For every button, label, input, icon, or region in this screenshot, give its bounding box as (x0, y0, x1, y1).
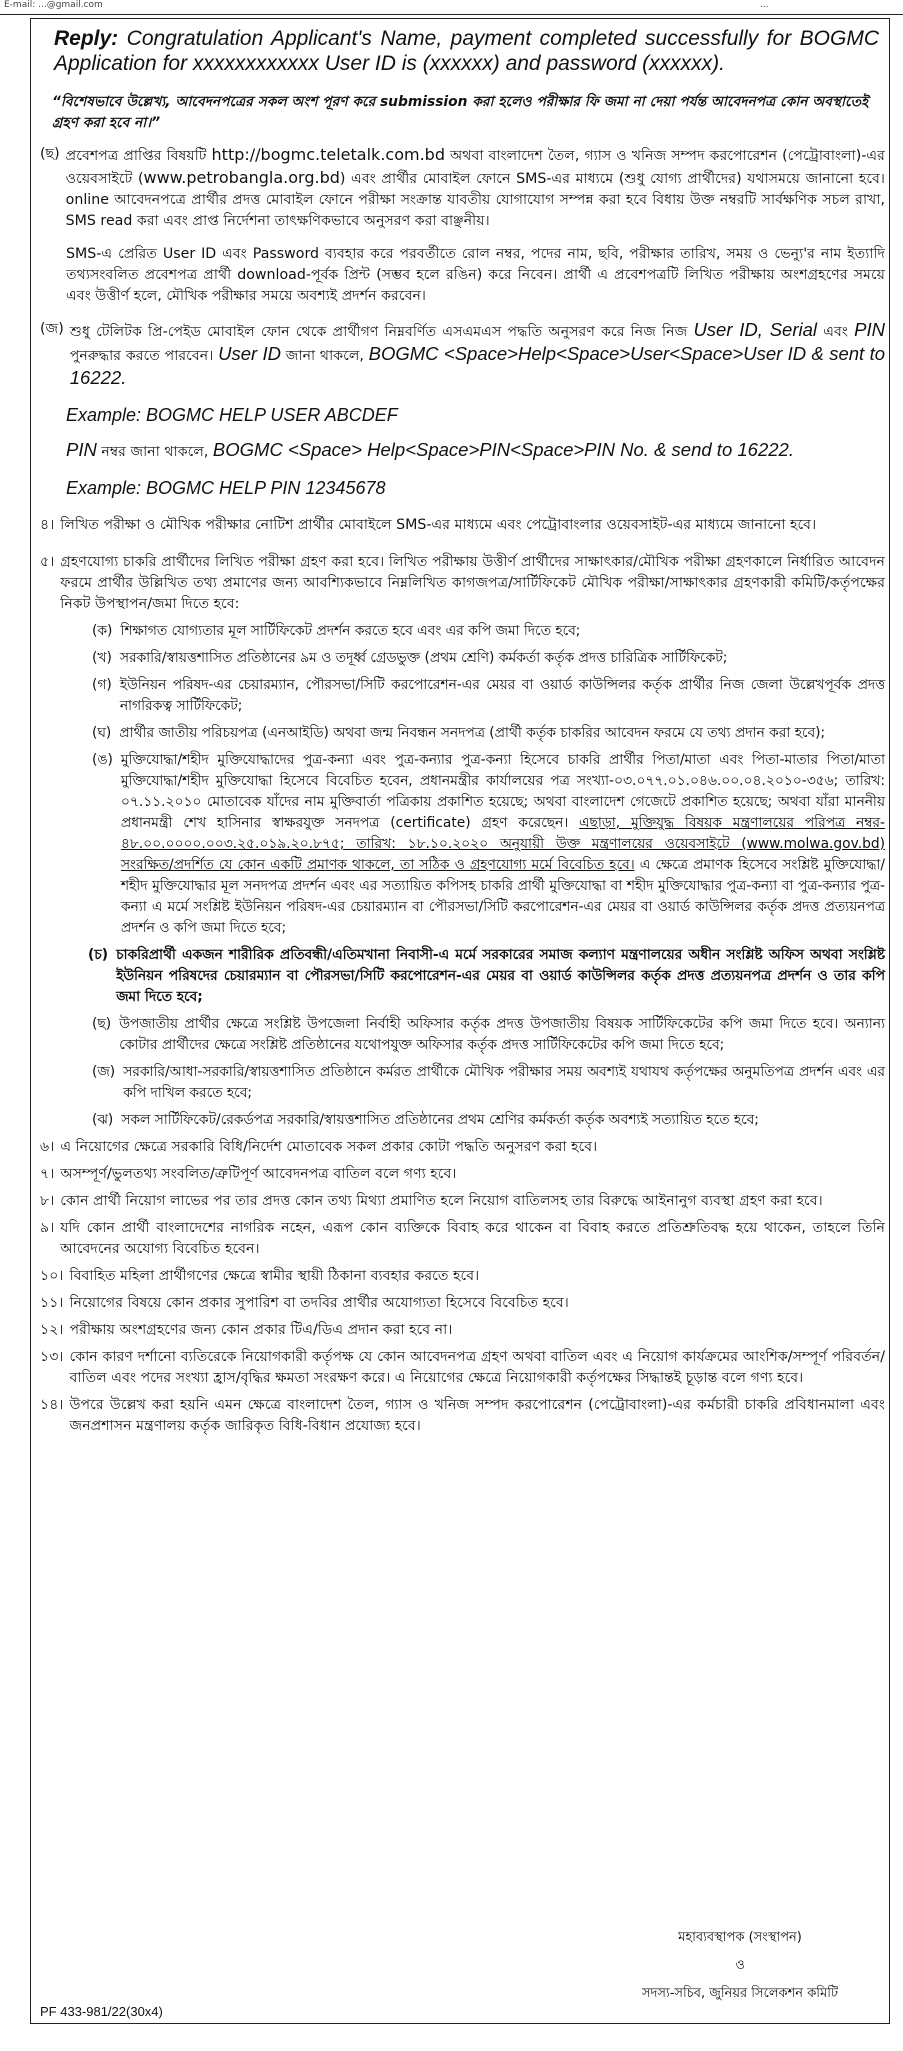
sub-number: (জ) (92, 1064, 116, 1080)
english-segment: BOGMC <Space>Help<Space>User<Space>User ID & sent to 16222. (69, 343, 886, 388)
item-number: ১২। (40, 1322, 64, 1338)
signatory-designation: মহাব্যবস্থাপক (সংস্থাপন) (678, 1930, 802, 1945)
sub-text: প্রার্থীর জাতীয় পরিচয়পত্র (এনআইডি) অথবা জন্ম নিবন্ধন সনদপত্র (প্রার্থী কর্তৃক চাকরির আবেদন ফরমে যে তথ্য প্রদান করা হবে); (119, 725, 826, 741)
item-text: পরীক্ষায় অংশগ্রহণের জন্য কোন প্রকার টিএ/ডিএ প্রদান করা হবে না। (69, 1322, 453, 1338)
item-13 (40, 1347, 885, 1389)
item-text: এ নিয়োগের ক্ষেত্রে সরকারি বিধি/নির্দেশ মোতাবেক সকল প্রকার কোটা পদ্ধতি অনুসরণ করা হবে। (60, 1139, 598, 1155)
sub-number: (গ) (92, 677, 112, 693)
reply-label: Reply: (54, 27, 119, 50)
item-text: উপরে উল্লেখ করা হয়নি এমন ক্ষেত্রে বাংলাদেশ তৈল, গ্যাস ও খনিজ সম্পদ করপোরেশন (পেট্রোবাংলা)-এর কর্মচারী চাকরি প্রবিধানমালা এবং জনপ্রশাসন মন্ত্রণালয় কর্তৃক জারিকৃত বিধি-বিধান প্রযোজ্য হবে। (69, 1397, 885, 1434)
item-number: ৪। (40, 517, 55, 533)
signature-block (620, 1924, 860, 2008)
item-number: (ছ) (40, 146, 60, 162)
item-ja-sms-recovery (40, 319, 885, 391)
english-segment: PIN (854, 319, 885, 340)
sub-item-jhha (92, 1110, 885, 1131)
item-10 (40, 1266, 885, 1287)
item-number: ১১। (40, 1295, 64, 1311)
footer-code: PF 433-981/22(30x4) (40, 2004, 163, 2019)
item-number: ১৩। (40, 1349, 64, 1365)
submission-notice: “বিশেষভাবে উল্লেখ্য, আবেদনপত্রের সকল অংশ পূরণ করে submission করা হলেও পরীক্ষার ফি জমা না দেয়া পর্যন্ত আবেদনপত্র কোন অবস্থাতেই গ্রহণ করা হবে না।” (52, 94, 869, 131)
item-text: লিখিত পরীক্ষা ও মৌখিক পরীক্ষার নোটিশ প্রার্থীর মোবাইলে SMS-এর মাধ্যমে এবং পেট্রোবাংলার ওয়েবসাইট-এর মাধ্যমে জানানো হবে। (60, 517, 817, 533)
top-cut-strip (0, 0, 903, 15)
text-segment: অথবা বাংলাদেশ তৈল, গ্যাস ও খনিজ সম্পদ করপোরেশন (পেট্রোবাংলা)-এর ওয়েবসাইটে ( (65, 148, 885, 187)
item-text: যদি কোন প্রার্থী বাংলাদেশের নাগরিক নহেন, এরূপ কোন ব্যক্তিকে বিবাহ করে থাকেন বা বিবাহ করতে প্রতিশ্রুতিবদ্ধ হয়ে থাকেন, তাহলে তিনি আবেদনের অযোগ্য বিবেচিত হবেন। (60, 1220, 885, 1257)
sub-number: (ক) (92, 623, 113, 639)
text-segment: এ ক্ষেত্রে প্রমাণক হিসেবে সংশ্লিষ্ট মুক্তিযোদ্ধা/শহীদ মুক্তিযোদ্ধার মূল সনদপত্র প্রদর্শন এবং এর সত্যায়িত কপিসহ চাকরি প্রার্থী মুক্তিযোদ্ধা বা শহীদ মুক্তিযোদ্ধার পুত্র-কন্যা বা পুত্র-কন্যার পুত্র-কন্যা এ মর্মে সংশ্লিষ্ট ইউনিয়ন পরিষদ-এর চেয়ারম্যান বা পৌরসভা/সিটি করপোরেশন-এর মেয়র বা ওয়ার্ড কাউন্সিলর কর্তৃক প্রদত্ত প্রত্যয়নপত্র প্রদর্শন ও কপি জমা দিতে হবে; (120, 857, 885, 936)
item-number: ৫। (40, 554, 55, 570)
english-segment: User ID, Serial (693, 319, 818, 340)
reply-text: Congratulation Applicant's Name, payment completed successfully for BOGMC Application for xxxxxxxxxxxx User ID is (xxxxxx) and password (xxxxxx). (54, 27, 879, 75)
english-segment: BOGMC <Space> Help<Space>PIN<Space>PIN No. & send to 16222. (212, 439, 794, 460)
english-segment: PIN (66, 439, 97, 460)
sub-text: ইউনিয়ন পরিষদ-এর চেয়ারম্যান, পৌরসভা/সিটি করপোরেশন-এর মেয়র বা ওয়ার্ড কাউন্সিলর কর্তৃক প্রার্থীর নিজ জেলা উল্লেখপূর্বক প্রদত্ত নাগরিকত্ব সার্টিফিকেট; (119, 677, 885, 714)
item-number: (জ) (40, 321, 64, 337)
english-segment: User ID (218, 343, 282, 364)
example-pin: Example: BOGMC HELP PIN 12345678 (66, 478, 386, 498)
item-number: ৬। (40, 1139, 55, 1155)
document-content (40, 22, 885, 1437)
text-segment: নম্বর জানা থাকলে, (96, 444, 213, 460)
text-segment: মুক্তিযোদ্ধা/শহীদ মুক্তিযোদ্ধাদের পুত্র-কন্যা এবং পুত্র-কন্যার পুত্র-কন্যা হিসেবে চাকরি প্রার্থীর পিতা/মাতা এবং পিতা-মাতার পিতা/মাতা মুক্তিযোদ্ধা/শহীদ মুক্তিযোদ্ধা হিসেবে বিবেচিত হবেন, প্রধানমন্ত্রীর কার্যালয়ের পত্র সংখ্যা-০৩.০৭৭.০১.০৪৬.০০.০৪.২০১০-৩৫৬; তারিখ: ০৭.১১.২০১০ মোতাবেক যাঁদের নাম মুক্তিবার্তা পত্রিকায় প্রকাশিত হয়েছে; অথবা বাংলাদেশ গেজেটে প্রকাশিত হয়েছে; অথবা যাঁরা মাননীয় প্রধানমন্ত্রী শেখ হাসিনার স্বাক্ষরযুক্ত সনদপত্র (certificate) গ্রহণ করেছেন। (120, 752, 885, 831)
pin-recovery-line (66, 438, 885, 464)
text-segment: ) এবং প্রার্থীর মোবাইল ফোনে SMS-এর মাধ্যমে (শুধু যোগ্য প্রার্থীদের) যথাসময়ে জানানো হবে। online আবেদনপত্রে প্রার্থীর প্রদত্ত মোবাইল ফোনে পরীক্ষা সংক্রান্ত যাবতীয় যোগাযোগ সম্পন্ন করা হবে বিধায় উক্ত নম্বরটি সার্বক্ষণিক সচল রাখা, SMS read করা এবং প্রাপ্ত নির্দেশনা তাৎক্ষণিকভাবে অনুসরণ করা বাঞ্ছনীয়। (65, 171, 885, 229)
item-cha-download-paragraph: SMS-এ প্রেরিত User ID এবং Password ব্যবহার করে পরবর্তীতে রোল নম্বর, পদের নাম, ছবি, পরীক্ষার তারিখ, সময় ও ভেন্যু'র নাম ইত্যাদি তথ্যসংবলিত প্রবেশপত্র প্রার্থী download-পূর্বক প্রিন্ট (সম্ভব হলে রঙিন) করে নিবেন। প্রার্থী এ প্রবেশপত্রটি লিখিত পরীক্ষায় অংশগ্রহণের সময়ে এবং উত্তীর্ণ হলে, মৌখিক পরীক্ষার সময়ে অবশ্যই প্রদর্শন করবেন। (66, 246, 885, 304)
item-number: ১০। (40, 1268, 64, 1284)
item-9 (40, 1218, 885, 1260)
item-5 (40, 552, 885, 615)
item-6 (40, 1137, 885, 1158)
sub-text: উপজাতীয় প্রার্থীর ক্ষেত্রে সংশ্লিষ্ট উপজেলা নির্বাহী অফিসার কর্তৃক প্রদত্ত উপজাতীয় বিষয়ক সার্টিফিকেটের কপি জমা দিতে হবে। অন্যান্য কোটার প্রার্থীদের ক্ষেত্রে সংশ্লিষ্ট প্রতিষ্ঠানের যথোপযুক্ত অফিসার কর্তৃক প্রদত্ত সার্টিফিকেটের কপি জমা দিতে হবে; (119, 1016, 885, 1053)
sub-item-cha-disability (88, 945, 885, 1008)
sub-number: (ঘ) (92, 725, 112, 741)
header-right-fragment: ... (760, 0, 769, 10)
item-text: অসম্পূর্ণ/ভুলতথ্য সংবলিত/ত্রুটিপূর্ণ আবেদনপত্র বাতিল বলে গণ্য হবে। (60, 1166, 457, 1182)
example-user-id: Example: BOGMC HELP USER ABCDEF (66, 405, 398, 425)
underlined-circular: এছাড়া, মুক্তিযুদ্ধ বিষয়ক মন্ত্রণালয়ের পরিপত্র নম্বর- ৪৮.০০.০০০০.০০৩.২৫.০১৯.২০.৮৭৫; তারিখ: ১৮.১০.২০২০ অনুযায়ী উক্ত মন্ত্রণালয়ের ওয়েবসাইটে (www.molwa.gov.bd) সংরক্ষিত/প্রদর্শিত যে কোন একটি প্রমাণক থাকলে, তা সঠিক ও গ্রহণযোগ্য মর্মে বিবেচিত হবে। (120, 815, 885, 873)
sub-item-jha (92, 1062, 885, 1104)
item-8 (40, 1191, 885, 1212)
sub-number: (ঙ) (92, 752, 113, 768)
sub-number: (ঝ) (92, 1112, 114, 1128)
numbered-conditions (40, 1137, 885, 1437)
item-number: ৯। (40, 1220, 55, 1236)
text-segment: এবং (817, 324, 855, 340)
sub-number: (ছ) (92, 1016, 112, 1032)
text-segment: জানা থাকলে, (281, 348, 369, 364)
item-7 (40, 1164, 885, 1185)
sub-number: (চ) (88, 947, 109, 963)
teletalk-url: http://bogmc.teletalk.com.bd (211, 145, 445, 164)
sub-text: চাকরিপ্রার্থী একজন শারীরিক প্রতিবন্ধী/এতিমখানা নিবাসী-এ মর্মে সরকারের সমাজ কল্যাণ মন্ত্রণালয়ের অধীন সংশ্লিষ্ট অফিস অথবা সংশ্লিষ্ট ইউনিয়ন পরিষদের চেয়ারম্যান বা পৌরসভা/সিটি করপোরেশন-এর মেয়র বা ওয়ার্ড কাউন্সিলর কর্তৃক প্রদত্ত প্রত্যয়নপত্র প্রদর্শন ও তার কপি জমা দিতে হবে; (116, 947, 885, 1005)
item-text: কোন প্রার্থী নিয়োগ লাভের পর তার প্রদত্ত কোন তথ্য মিথ্যা প্রমাণিত হলে নিয়োগ বাতিলসহ তার বিরুদ্ধে আইনানুগ ব্যবস্থা গ্রহণ করা হবে। (60, 1193, 823, 1209)
item-14 (40, 1395, 885, 1437)
signatory-committee: সদস্য-সচিব, জুনিয়র সিলেকশন কমিটি (641, 1986, 839, 2001)
item-number: ৭। (40, 1166, 55, 1182)
item-text: কোন কারণ দর্শানো ব্যতিরেকে নিয়োগকারী কর্তৃপক্ষ যে কোন আবেদনপত্র গ্রহণ অথবা বাতিল এবং এ নিয়োগ কার্যক্রমের আংশিক/সম্পূর্ণ পরিবর্তন/বাতিল এবং পদের সংখ্যা হ্রাস/বৃদ্ধির ক্ষমতা সংরক্ষণ করে। এ নিয়োগের ক্ষেত্রে নিয়োগকারী কর্তৃপক্ষের সিদ্ধান্তই চূড়ান্ত বলে গণ্য হবে। (69, 1349, 885, 1386)
sub-item-ga (92, 675, 885, 717)
sub-number: (খ) (92, 650, 112, 666)
header-left-fragment: E-mail: ...@gmail.com (4, 0, 103, 10)
item-number: ৮। (40, 1193, 55, 1209)
item-text: বিবাহিত মহিলা প্রার্থীগণের ক্ষেত্রে স্বামীর স্থায়ী ঠিকানা ব্যবহার করতে হবে। (69, 1268, 480, 1284)
item-12 (40, 1320, 885, 1341)
text-segment: পুনরুদ্ধার করতে পারবেন। (69, 348, 219, 364)
item-11 (40, 1293, 885, 1314)
petrobangla-url: www.petrobangla.org.bd (143, 168, 340, 187)
sub-item-ka (92, 621, 885, 642)
item-number: ১৪। (40, 1397, 64, 1413)
text-segment: শুধু টেলিটক প্রি-পেইড মোবাইল ফোন থেকে প্রার্থীগণ নিম্নবর্ণিত এসএমএস পদ্ধতি অনুসরণ করে নিজ নিজ (69, 324, 694, 340)
sub-text: সরকারি/স্বায়ত্তশাসিত প্রতিষ্ঠানের ৯ম ও তদূর্ধ্ব গ্রেডভুক্ত (প্রথম শ্রেণি) কর্মকর্তা কর্তৃক প্রদত্ত চারিত্রিক সার্টিফিকেট; (119, 650, 728, 666)
reply-sms-example (40, 22, 885, 76)
item-cha-admit-card (40, 144, 885, 232)
text-segment: প্রবেশপত্র প্রাপ্তির বিষয়টি (65, 148, 212, 164)
sub-item-chha (92, 1014, 885, 1056)
item-text: নিয়োগের বিষয়ে কোন প্রকার সুপারিশ বা তদবির প্রার্থীর অযোগ্যতা হিসেবে বিবেচিত হবে। (69, 1295, 569, 1311)
sub-text: শিক্ষাগত যোগ্যতার মূল সার্টিফিকেট প্রদর্শন করতে হবে এবং এর কপি জমা দিতে হবে; (120, 623, 581, 639)
sub-text: সরকারি/আধা-সরকারি/স্বায়ত্তশাসিত প্রতিষ্ঠানে কর্মরত প্রার্থীকে মৌখিক পরীক্ষার সময় অবশ্যই যথাযথ কর্তৃপক্ষের অনুমতিপত্র প্রদর্শন এবং এর কপি দাখিল করতে হবে; (123, 1064, 885, 1101)
sub-item-umo-freedom-fighter (92, 750, 885, 939)
item-4 (40, 515, 885, 536)
sub-item-gha (92, 723, 885, 744)
sub-item-kha (92, 648, 885, 669)
signatory-conjunction: ও (735, 1958, 745, 1973)
sub-text: সকল সার্টিফিকেট/রেকর্ডপত্র সরকারি/স্বায়ত্তশাসিত প্রতিষ্ঠানের প্রথম শ্রেণির কর্মকর্তা কর্তৃক অবশ্যই সত্যায়িত হতে হবে; (121, 1112, 759, 1128)
item-text: গ্রহণযোগ্য চাকরি প্রার্থীদের লিখিত পরীক্ষা গ্রহণ করা হবে। লিখিত পরীক্ষায় উত্তীর্ণ প্রার্থীদের সাক্ষাৎকার/মৌখিক পরীক্ষা গ্রহণকালে নির্ধারিত আবেদন ফরমে প্রার্থীর উল্লিখিত তথ্য প্রমাণের জন্য আবশ্যিকভাবে নিম্নলিখিত কাগজপত্র/সার্টিফিকেট মৌখিক পরীক্ষা/সাক্ষাৎকার গ্রহণকারী কমিটি/কর্তৃপক্ষের নিকট উপস্থাপন/জমা দিতে হবে: (60, 554, 885, 612)
